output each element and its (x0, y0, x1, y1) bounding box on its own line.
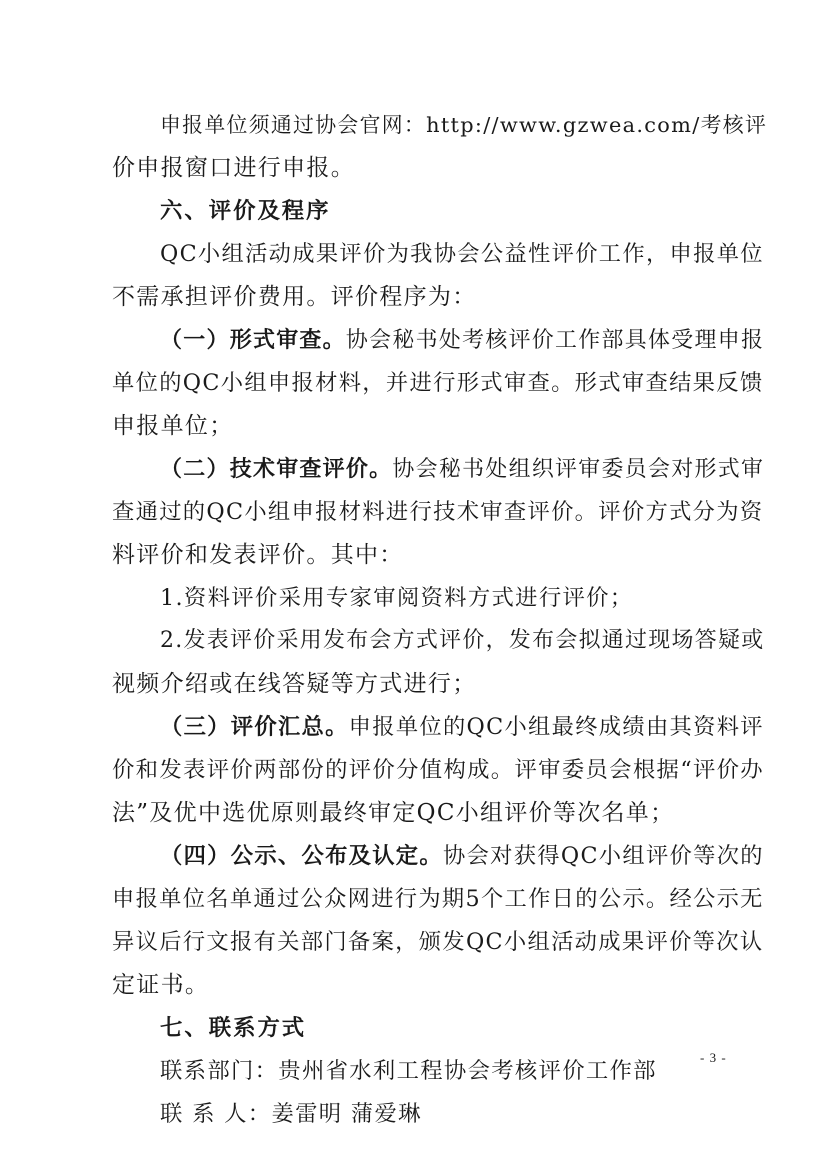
text-line: 法”及优中选优原则最终审定QC小组评价等次名单； (112, 800, 675, 826)
text-line: （三）评价汇总。申报单位的QC小组最终成绩由其资料评 (160, 714, 764, 740)
text-line: 1.资料评价采用专家审阅资料方式进行评价； (160, 585, 634, 611)
text-line: 单位的QC小组申报材料，并进行形式审查。形式审查结果反馈 (112, 370, 764, 396)
subheading-evaluation-summary: （三）评价汇总。 (160, 714, 349, 740)
text-line: 料评价和发表评价。其中： (112, 542, 404, 568)
section-heading-evaluation-procedure: 六、评价及程序 (160, 198, 331, 224)
text-line: 申报单位名单通过公众网进行为期5个工作日的公示。经公示无 (112, 886, 764, 912)
text-line: 查通过的QC小组申报材料进行技术审查评价。评价方式分为资 (112, 499, 764, 525)
text-line: 价申报窗口进行申报。 (112, 155, 355, 181)
section-heading-contact: 七、联系方式 (160, 1015, 307, 1041)
text-line: （二）技术审查评价。协会秘书处组织评审委员会对形式审 (160, 456, 765, 482)
page-number: - 3 - (700, 1050, 727, 1065)
text-line: 不需承担评价费用。评价程序为： (112, 284, 477, 310)
subheading-technical-review: （二）技术审查评价。 (160, 456, 393, 482)
text-line: 价和发表评价两部份的评价分值构成。评审委员会根据“评价办 (112, 757, 764, 783)
contact-department: 联系部门：贵州省水利工程协会考核评价工作部 (160, 1058, 657, 1084)
text-line: 异议后行文报有关部门备案，颁发QC小组活动成果评价等次认 (112, 929, 764, 955)
text-line: 视频介绍或在线答疑等方式进行； (112, 671, 477, 697)
text-line: （四）公示、公布及认定。协会对获得QC小组评价等次的 (160, 843, 764, 869)
text-line: （一）形式审查。协会秘书处考核评价工作部具体受理申报 (160, 327, 765, 353)
text-line: 申报单位须通过协会官网：http://www.gzwea.com/考核评 (160, 113, 768, 137)
text-line: 申报单位； (112, 413, 234, 439)
text-line: QC小组活动成果评价为我协会公益性评价工作，申报单位 (160, 241, 764, 267)
subheading-formal-review: （一）形式审查。 (160, 327, 346, 353)
subheading-publicity: （四）公示、公布及认定。 (160, 843, 443, 869)
contact-persons: 联 系 人：姜雷明 蒲爱琳 (160, 1101, 422, 1127)
text-line: 2.发表评价采用发布会方式评价，发布会拟通过现场答疑或 (160, 628, 765, 653)
text-line: 定证书。 (112, 972, 210, 998)
